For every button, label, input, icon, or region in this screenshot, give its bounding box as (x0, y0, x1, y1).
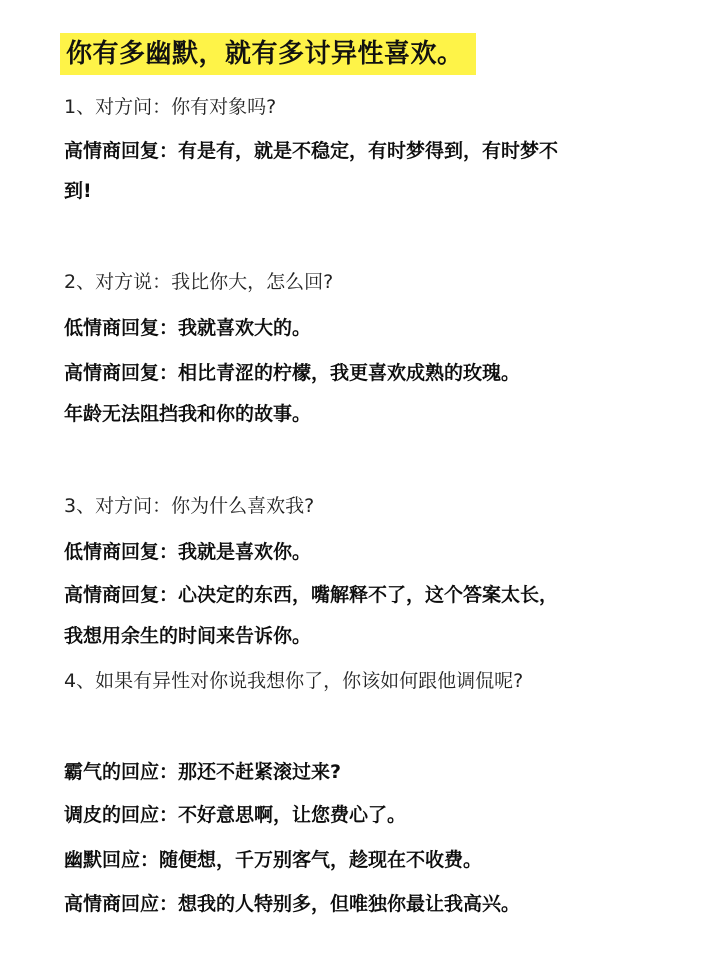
answer-3-high-eq-line1: 高情商回复：心决定的东西，嘴解释不了，这个答案太长， (64, 584, 559, 606)
answer-1-high-eq-line1: 高情商回复：有是有，就是不稳定，有时梦得到，有时梦不 (64, 140, 559, 162)
answer-3-high-eq-line2: 我想用余生的时间来告诉你。 (64, 625, 312, 647)
answer-2-low-eq: 低情商回复：我就喜欢大的。 (64, 317, 312, 339)
answer-2-high-eq-line1: 高情商回复：相比青涩的柠檬，我更喜欢成熟的玫瑰。 (64, 362, 521, 384)
answer-4-high-eq: 高情商回应：想我的人特别多，但唯独你最让我高兴。 (64, 893, 521, 915)
question-3: 3、对方问：你为什么喜欢我? (64, 495, 315, 517)
question-4: 4、如果有异性对你说我想你了，你该如何跟他调侃呢? (64, 670, 524, 692)
question-1: 1、对方问：你有对象吗? (64, 96, 277, 118)
answer-4-playful: 调皮的回应：不好意思啊，让您费心了。 (64, 804, 407, 826)
question-2: 2、对方说：我比你大，怎么回? (64, 271, 334, 293)
answer-1-high-eq-line2: 到! (64, 180, 92, 202)
answer-4-domineering: 霸气的回应：那还不赶紧滚过来? (64, 761, 342, 783)
answer-4-humorous: 幽默回应：随便想，千万别客气，趁现在不收费。 (64, 849, 483, 871)
answer-2-high-eq-line2: 年龄无法阻挡我和你的故事。 (64, 403, 312, 425)
answer-3-low-eq: 低情商回复：我就是喜欢你。 (64, 541, 312, 563)
page-title: 你有多幽默，就有多讨异性喜欢。 (60, 33, 476, 75)
